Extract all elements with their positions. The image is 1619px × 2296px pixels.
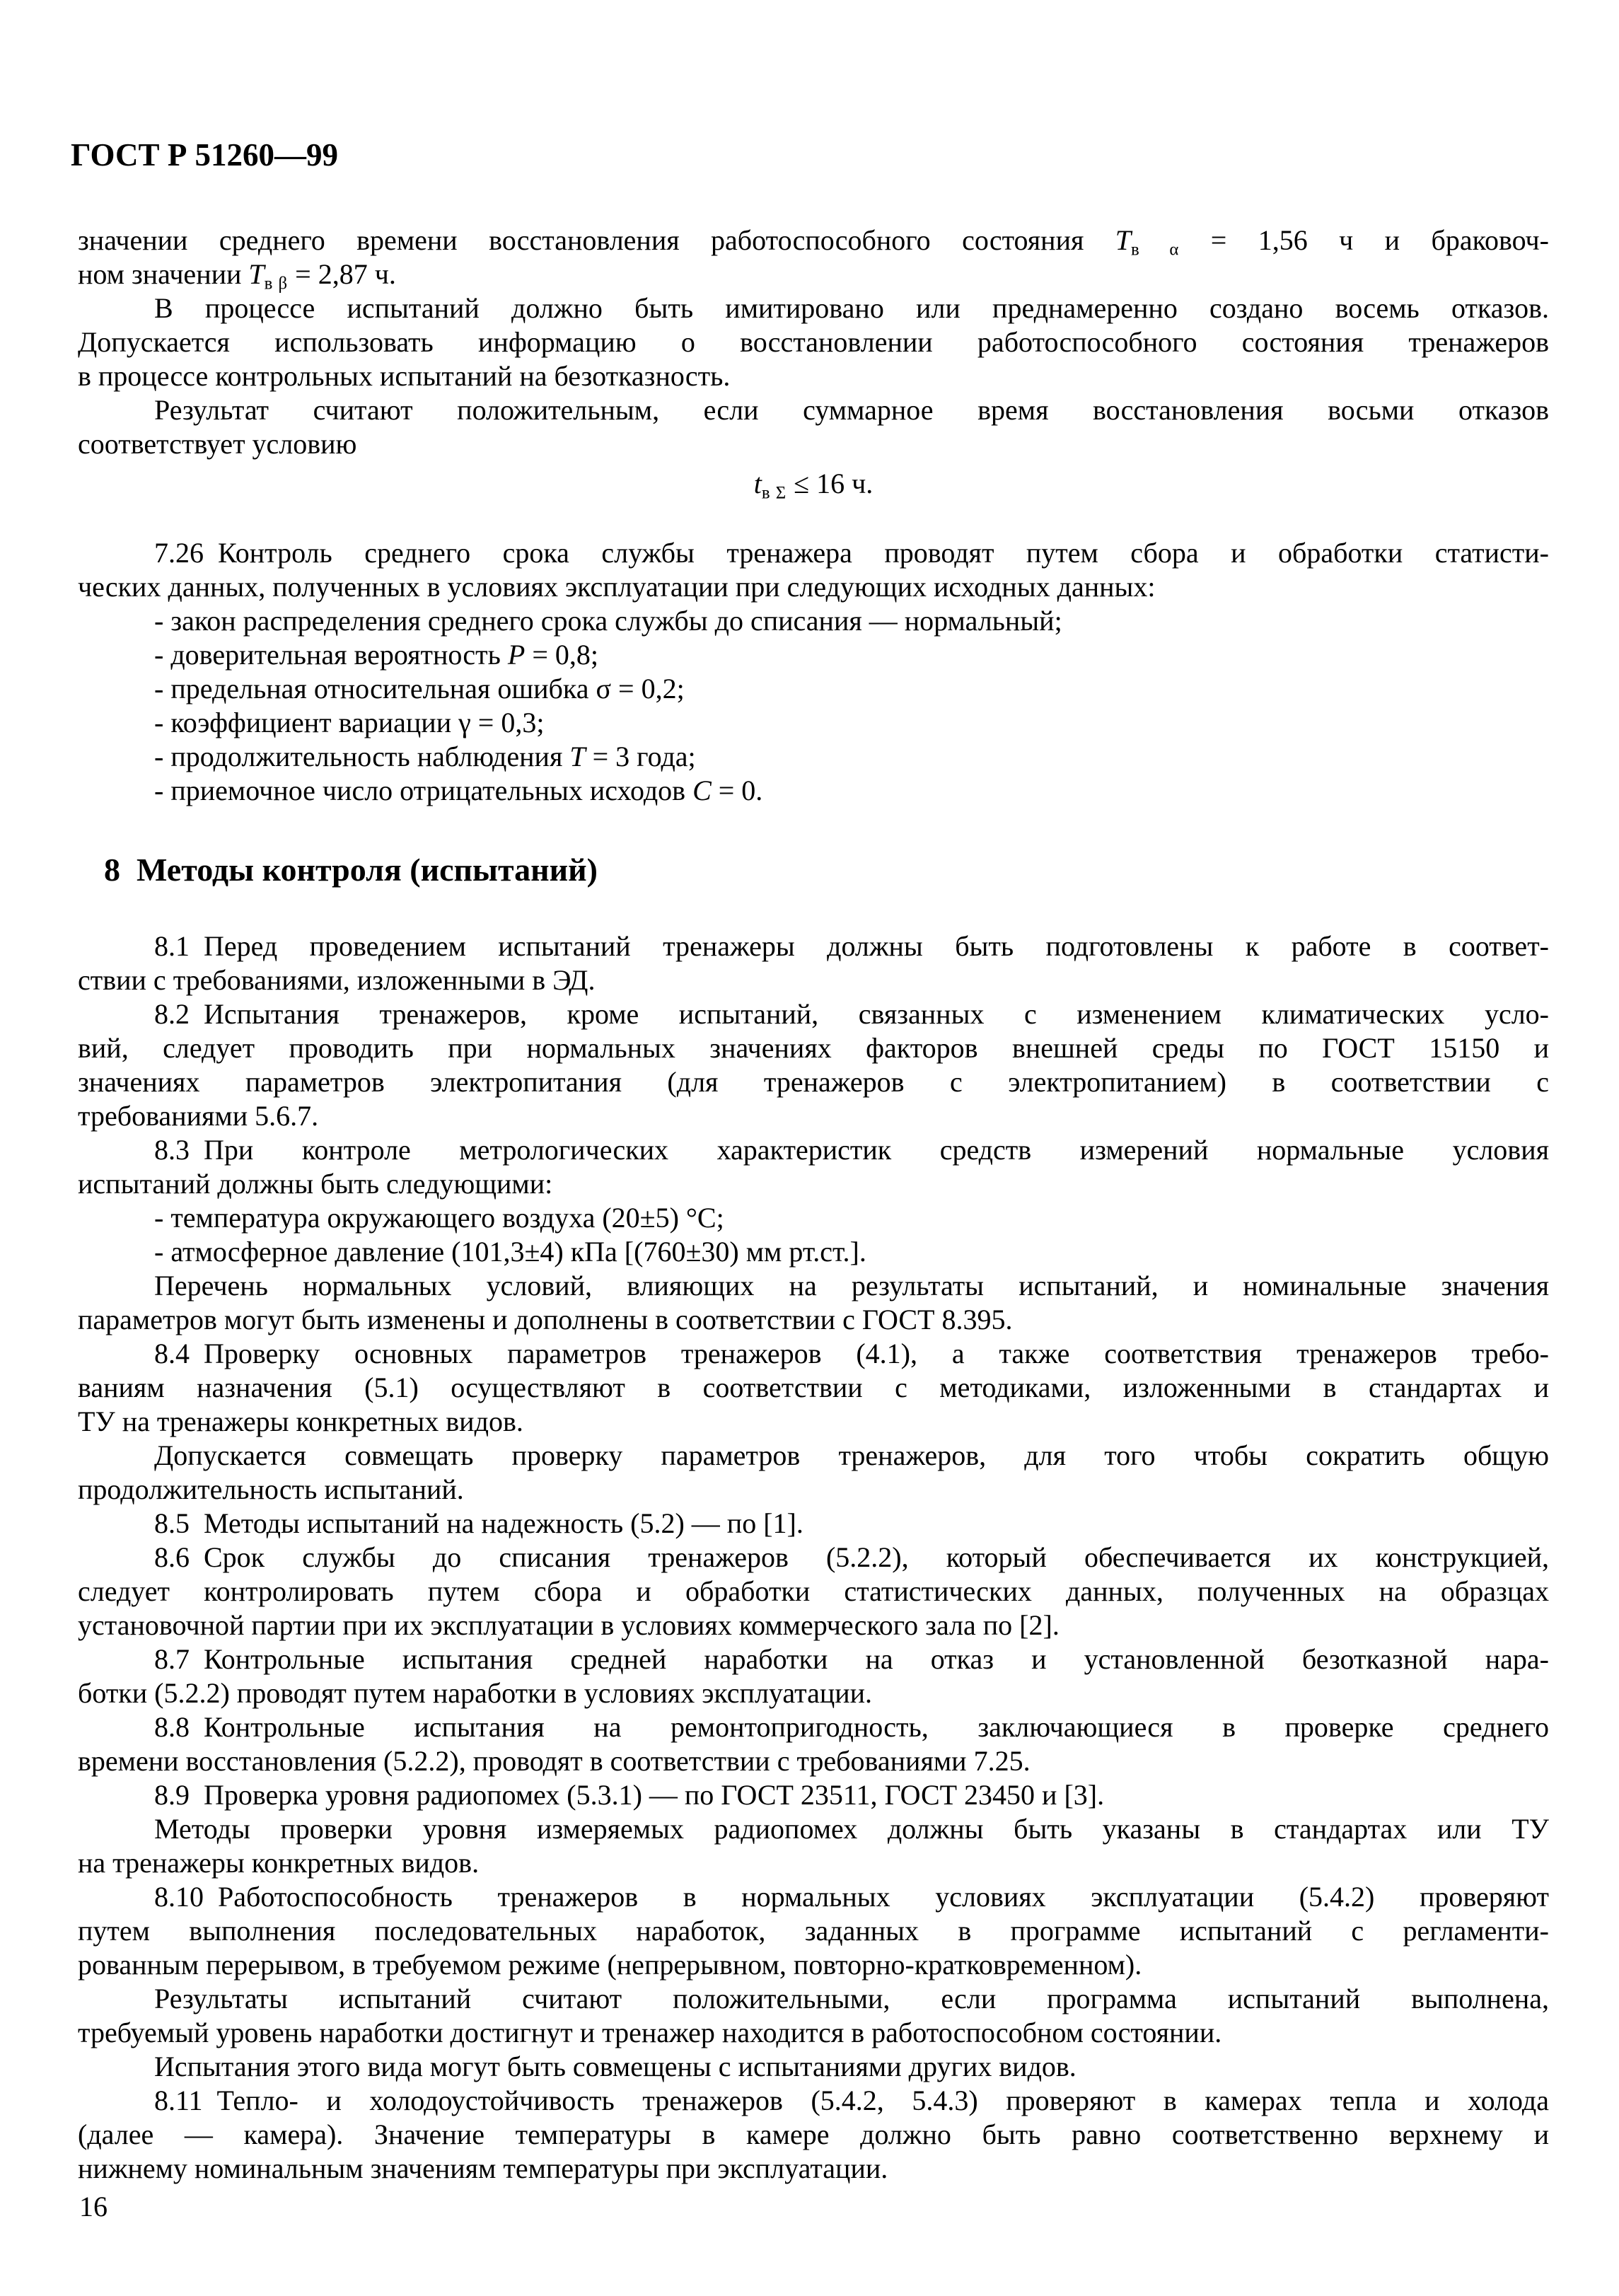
text-run: - доверительная вероятность <box>154 639 508 671</box>
text-run: ≤ 16 ч. <box>787 468 874 499</box>
text-line <box>78 1846 1549 1880</box>
text-line <box>78 2118 1549 2152</box>
text-line <box>78 1303 1549 1337</box>
text-run: в процессе контрольных испытаний на безотказность. <box>78 360 731 392</box>
text-run: соответствует условию <box>78 428 357 460</box>
text-line <box>78 2152 1549 2186</box>
text-run: - коэффициент вариации γ = 0,3; <box>154 707 545 738</box>
text-run: = 3 года; <box>585 741 696 772</box>
text-run: В процессе испытаний должно быть имитировано или преднамеренно создано восемь отказов. <box>154 292 1549 324</box>
text-line <box>78 740 1549 774</box>
text-run: ваниям назначения (5.1) осуществляют в соответствии с методиками, изложенными в стандартах и <box>78 1372 1549 1403</box>
text-line <box>78 427 1549 461</box>
text-run: испытаний должны быть следующими: <box>78 1168 553 1200</box>
text-line <box>78 1065 1549 1099</box>
text-line <box>78 2050 1549 2084</box>
text-run: 8.1 Перед проведением испытаний тренажеры должны быть подготовлены к работе в соответ- <box>154 930 1549 962</box>
text-run: - температура окружающего воздуха (20±5) °С; <box>154 1202 724 1234</box>
text-line <box>78 1778 1549 1812</box>
text-run: 8.7 Контрольные испытания средней наработки на отказ и установленной безотказной нара- <box>154 1643 1549 1675</box>
text-run: - продолжительность наблюдения <box>154 741 570 772</box>
section-7-text <box>78 224 1549 808</box>
text-line <box>78 1405 1549 1439</box>
text-line <box>78 929 1549 963</box>
text-run: 8.5 Методы испытаний на надежность (5.2) — по [1]. <box>154 1507 803 1539</box>
text-line <box>78 997 1549 1031</box>
text-run: требованиями 5.6.7. <box>78 1100 319 1132</box>
text-line <box>78 1676 1549 1710</box>
text-run: 8.2 Испытания тренажеров, кроме испытаний, связанных с изменением климатических усло- <box>154 998 1549 1030</box>
text-line <box>78 393 1549 427</box>
page-number: 16 <box>79 2191 108 2222</box>
text-line <box>78 706 1549 740</box>
text-line <box>78 570 1549 604</box>
text-line <box>78 1439 1549 1473</box>
text-run: Результаты испытаний считают положительными, если программа испытаний выполнена, <box>154 1983 1549 2014</box>
section-8-heading: 8 Методы контроля (испытаний) <box>104 852 598 888</box>
text-run: 8.11 Тепло- и холодоустойчивость тренажеров (5.4.2, 5.4.3) проверяют в камерах тепла и холода <box>154 2085 1549 2116</box>
text-run: 8.4 Проверку основных параметров тренажеров (4.1), а также соответствия тренажеров требо- <box>154 1338 1549 1369</box>
text-line <box>78 536 1549 570</box>
text-run: = 2,87 ч. <box>288 258 396 290</box>
text-line <box>78 963 1549 997</box>
text-line <box>78 1371 1549 1405</box>
text-run: 8.6 Срок службы до списания тренажеров (5.2.2), который обеспечивается их конструкцией, <box>154 1541 1549 1573</box>
math-variable: T <box>569 741 586 772</box>
text-run: рованным перерывом, в требуемом режиме (непрерывном, повторно-кратковременном). <box>78 1949 1142 1981</box>
math-variable: P <box>507 639 526 671</box>
text-run: Испытания этого вида могут быть совмещены с испытаниями других видов. <box>154 2051 1077 2082</box>
text-run: Методы проверки уровня измеряемых радиопомех должны быть указаны в стандартах или ТУ <box>154 1813 1549 1845</box>
math-variable: T <box>1115 224 1132 256</box>
text-run: Допускается совмещать проверку параметров тренажеров, для того чтобы сократить общую <box>154 1439 1549 1471</box>
text-line <box>78 1269 1549 1303</box>
text-run: = 0,8; <box>525 639 598 671</box>
text-run: значении среднего времени восстановления работоспособного состояния <box>78 224 1115 256</box>
text-run: Допускается использовать информацию о восстановлении работоспособного состояния тренажеров <box>78 326 1549 358</box>
text-line <box>78 1575 1549 1608</box>
text-line <box>78 257 1549 294</box>
text-run: ствии с требованиями, изложенными в ЭД. <box>78 964 596 996</box>
text-run: нижнему номинальным значениям температуры при эксплуатации. <box>78 2152 888 2184</box>
text-line <box>78 325 1549 359</box>
text-run: 8.3 При контроле метрологических характеристик средств измерений нормальные условия <box>154 1134 1549 1166</box>
text-line <box>78 774 1549 808</box>
text-run: требуемый уровень наработки достигнут и тренажер находится в работоспособном состоянии. <box>78 2017 1222 2048</box>
formula <box>78 467 1549 501</box>
text-run: ческих данных, полученных в условиях эксплуатации при следующих исходных данных: <box>78 571 1156 603</box>
text-line <box>78 1133 1549 1167</box>
text-run: ном значении <box>78 258 249 290</box>
text-line <box>78 2016 1549 2050</box>
math-variable: C <box>692 775 712 806</box>
text-line <box>78 359 1549 393</box>
text-run: ТУ на тренажеры конкретных видов. <box>78 1405 523 1437</box>
text-run: - предельная относительная ошибка σ = 0,2; <box>154 673 685 705</box>
text-run: (далее — камера). Значение температуры в камере должно быть равно соответственно верхнему и <box>78 2118 1549 2150</box>
text-run: на тренажеры конкретных видов. <box>78 1847 480 1879</box>
text-line <box>78 1167 1549 1201</box>
text-run: 8.9 Проверка уровня радиопомех (5.3.1) — по ГОСТ 23511, ГОСТ 23450 и [3]. <box>154 1779 1105 1811</box>
text-line <box>78 1541 1549 1575</box>
math-subscript: в Σ <box>761 483 787 503</box>
math-subscript: в β <box>264 274 289 294</box>
math-variable: T <box>248 258 265 290</box>
text-line <box>78 1201 1549 1235</box>
text-line <box>78 672 1549 706</box>
text-run: значениях параметров электропитания (для тренажеров с электропитанием) в соответствии с <box>78 1066 1549 1098</box>
text-line <box>78 604 1549 638</box>
math-subscript: в α <box>1131 240 1180 260</box>
text-run: 8.8 Контрольные испытания на ремонтопригодность, заключающиеся в проверке среднего <box>154 1711 1549 1743</box>
text-line <box>78 638 1549 672</box>
text-run: параметров могут быть изменены и дополнены в соответствии с ГОСТ 8.395. <box>78 1304 1013 1335</box>
text-line <box>78 1608 1549 1642</box>
math-variable: t <box>753 468 762 499</box>
text-run: продолжительность испытаний. <box>78 1473 464 1505</box>
text-run: времени восстановления (5.2.2), проводят в соответствии с требованиями 7.25. <box>78 1745 1031 1777</box>
text-run: вий, следует проводить при нормальных значениях факторов внешней среды по ГОСТ 15150 и <box>78 1032 1549 1064</box>
text-run: установочной партии при их эксплуатации в условиях коммерческого зала по [2]. <box>78 1609 1060 1641</box>
document-standard-number: ГОСТ Р 51260—99 <box>71 137 339 173</box>
text-line <box>78 1642 1549 1676</box>
text-line <box>78 224 1549 260</box>
text-run: ботки (5.2.2) проводят путем наработки в условиях эксплуатации. <box>78 1677 873 1709</box>
text-line <box>78 1710 1549 1744</box>
text-line <box>78 1982 1549 2016</box>
text-line <box>78 1948 1549 1982</box>
text-line <box>78 1473 1549 1507</box>
text-line <box>78 291 1549 325</box>
text-line <box>78 1812 1549 1846</box>
text-line <box>78 1507 1549 1541</box>
text-run: - закон распределения среднего срока службы до списания — нормальный; <box>154 605 1062 637</box>
text-run: - атмосферное давление (101,3±4) кПа [(760±30) мм рт.ст.]. <box>154 1236 866 1268</box>
text-run: 7.26 Контроль среднего срока службы тренажера проводят путем сбора и обработки статисти- <box>154 537 1549 569</box>
text-line <box>78 1031 1549 1065</box>
text-run: 8.10 Работоспособность тренажеров в нормальных условиях эксплуатации (5.4.2) проверяют <box>154 1881 1549 1913</box>
text-run: Перечень нормальных условий, влияющих на результаты испытаний, и номинальные значения <box>154 1270 1549 1301</box>
text-run: Результат считают положительным, если суммарное время восстановления восьми отказов <box>154 394 1549 426</box>
text-run: путем выполнения последовательных наработок, заданных в программе испытаний с регламенти- <box>78 1915 1549 1947</box>
text-line <box>78 2084 1549 2118</box>
text-line <box>78 1744 1549 1778</box>
document-body <box>78 224 1549 2186</box>
text-line <box>78 1099 1549 1133</box>
section-8-text <box>78 929 1549 2186</box>
text-run: следует контролировать путем сбора и обработки статистических данных, полученных на образцах <box>78 1575 1549 1607</box>
text-run: = 1,56 ч и браковоч- <box>1179 224 1549 256</box>
text-line <box>78 1914 1549 1948</box>
text-line <box>78 1337 1549 1371</box>
text-line <box>78 1235 1549 1269</box>
text-line <box>78 1880 1549 1914</box>
text-run: - приемочное число отрицательных исходов <box>154 775 693 806</box>
text-run: = 0. <box>711 775 763 806</box>
